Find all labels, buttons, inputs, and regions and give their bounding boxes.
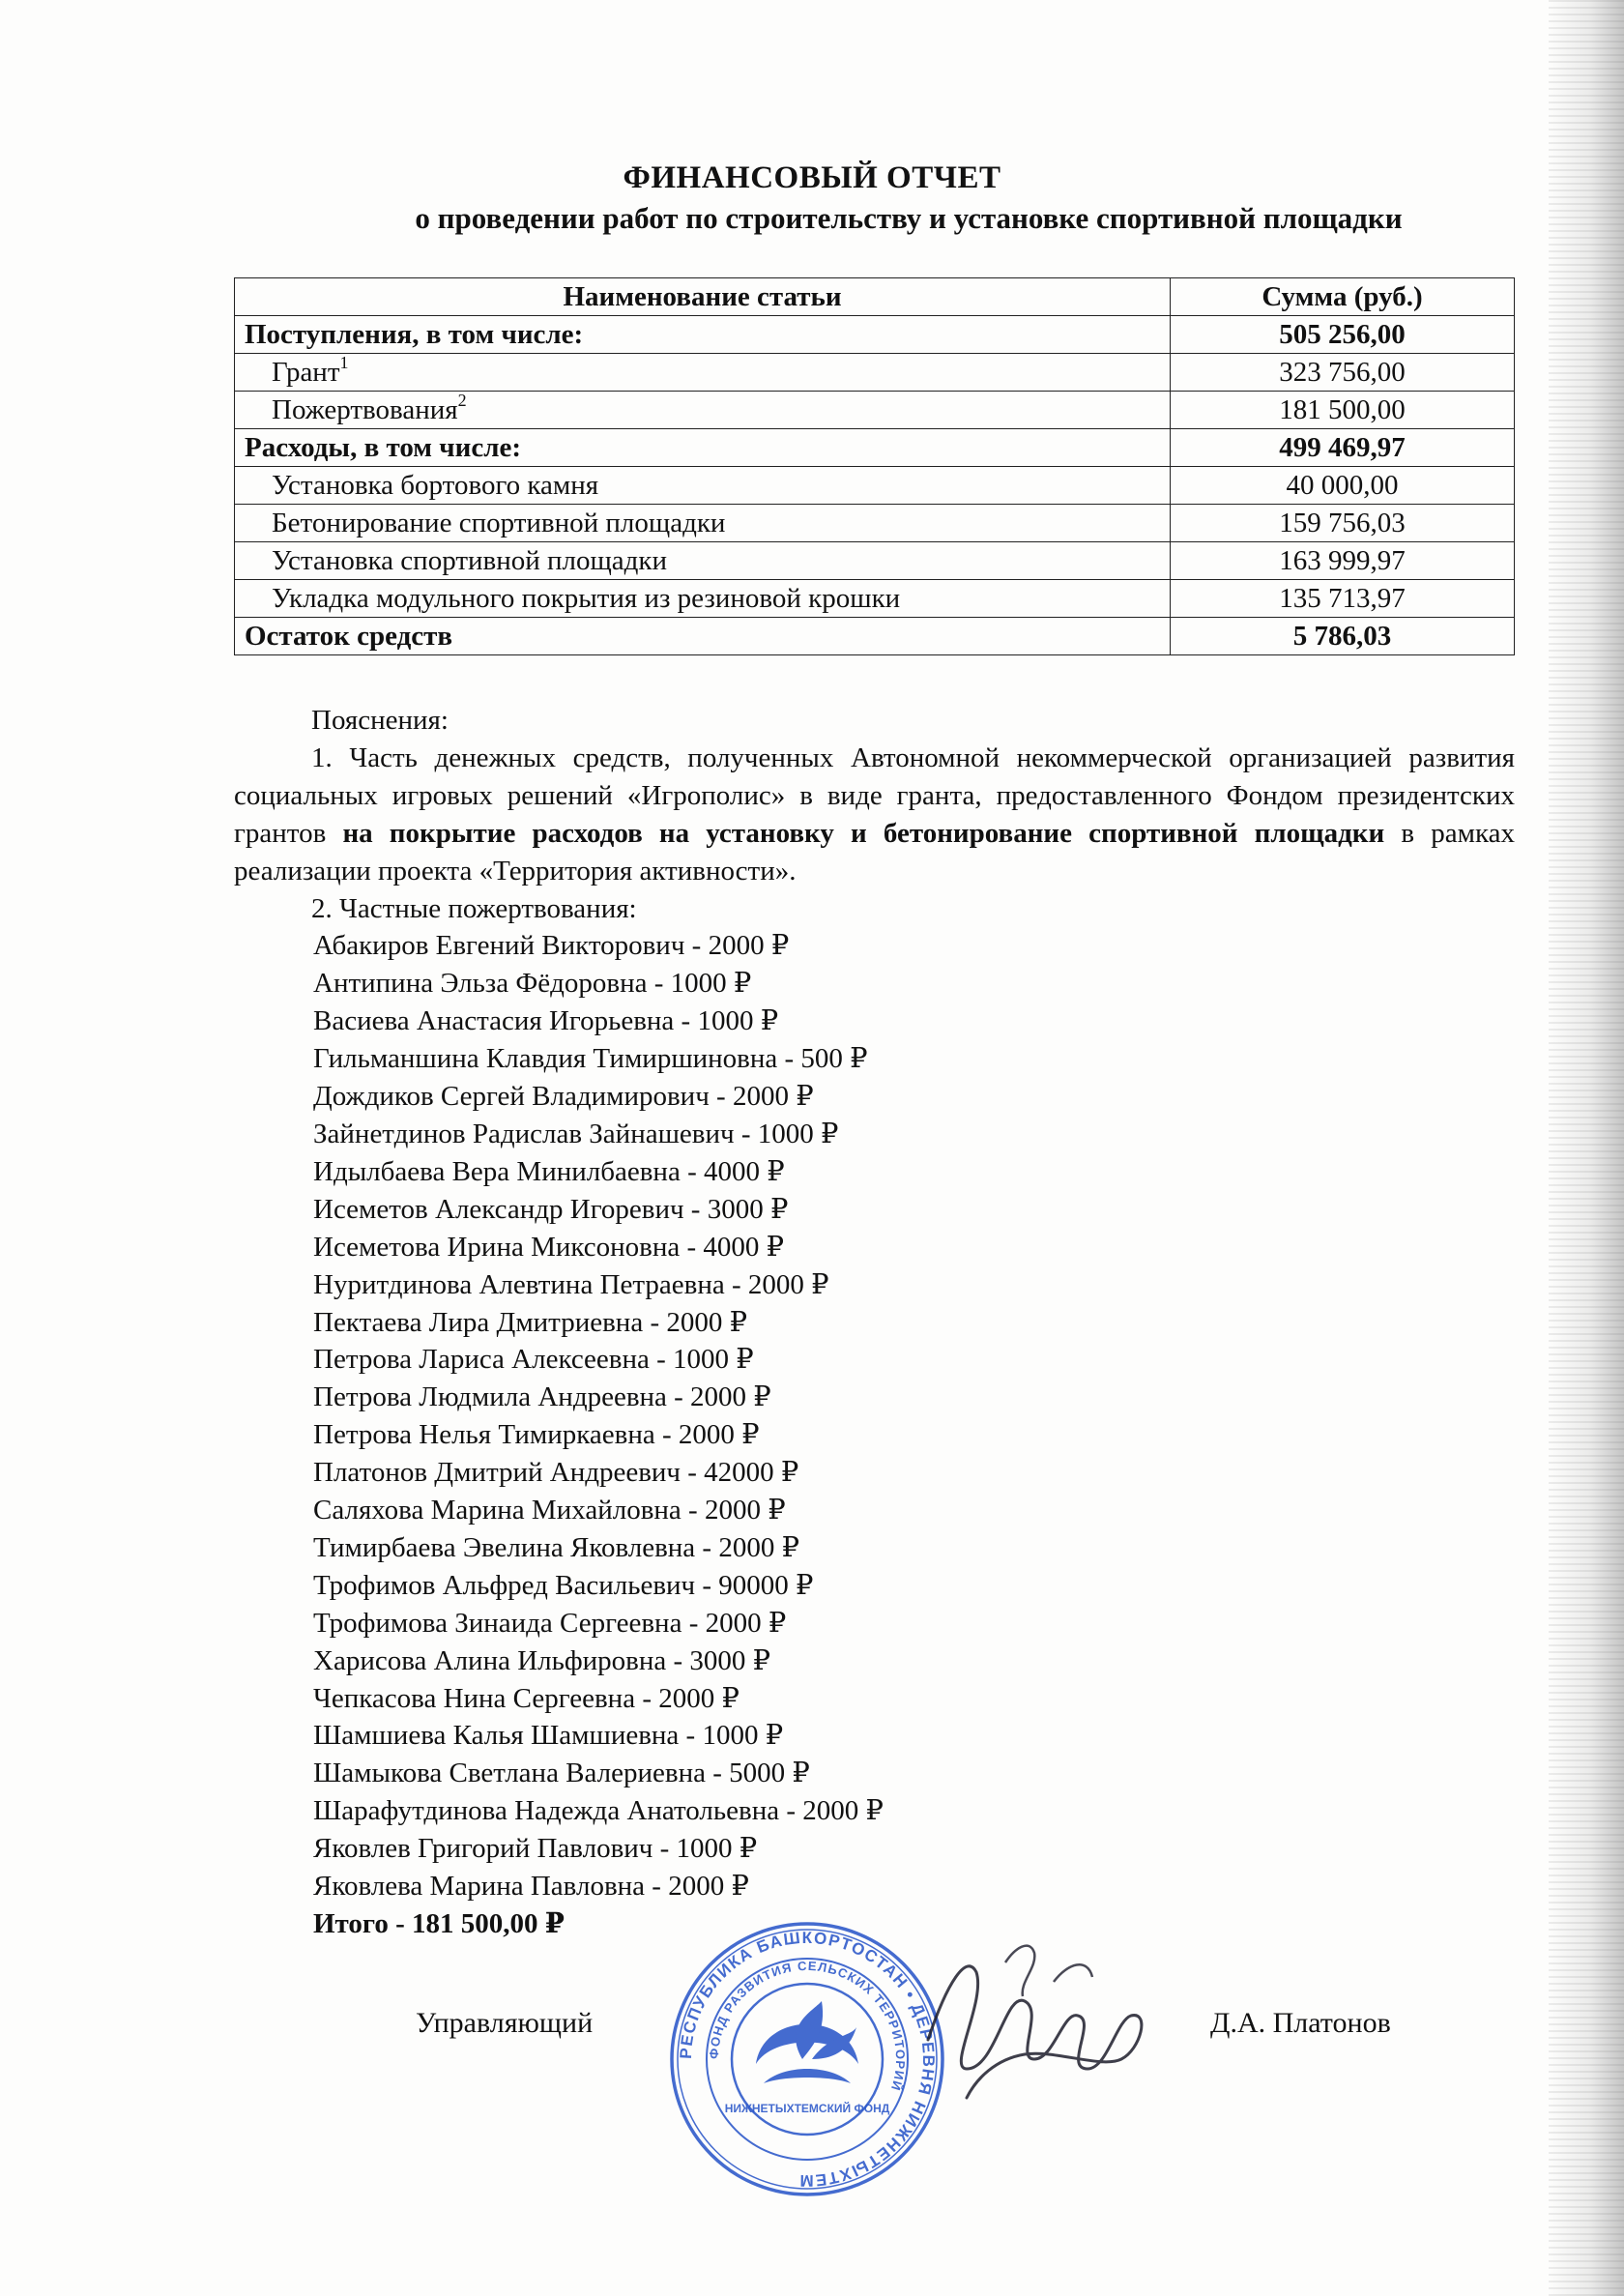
donor-item: Петрова Лариса Алексеевна - 1000 ₽ <box>313 1344 754 1376</box>
donor-item: Дождиков Сергей Владимирович - 2000 ₽ <box>313 1081 814 1113</box>
row-name: Бетонирование спортивной площадки <box>235 505 1171 542</box>
row-name: Остаток средств <box>235 618 1171 655</box>
donor-item: Васиева Анастасия Игорьевна - 1000 ₽ <box>313 1005 779 1037</box>
table-row-concrete <box>235 505 1515 542</box>
header-item-name: Наименование статьи <box>235 278 1171 316</box>
row-name: Расходы, в том числе: <box>235 429 1171 467</box>
svg-text:ФОНД РАЗВИТИЯ СЕЛЬСКИХ ТЕРРИТО: ФОНД РАЗВИТИЯ СЕЛЬСКИХ ТЕРРИТОРИЙ <box>706 1958 909 2094</box>
note-2-heading: 2. Частные пожертвования: <box>311 892 637 924</box>
row-name: Пожертвования$^2$ <box>235 392 1171 429</box>
financial-table <box>234 277 1515 655</box>
row-amount: 40 000,00 <box>1171 467 1515 505</box>
row-name: Поступления, в том числе: <box>235 316 1171 354</box>
document-subtitle: о проведении работ по строительству и установке спортивной площадки <box>415 201 1403 235</box>
table-row-expenses <box>235 429 1515 467</box>
row-name: Укладка модульного покрытия из резиновой крошки <box>235 580 1171 618</box>
donor-item: Харисова Алина Ильфировна - 3000 ₽ <box>313 1644 771 1676</box>
row-amount: 181 500,00 <box>1171 392 1515 429</box>
donor-item: Яковлева Марина Павловна - 2000 ₽ <box>313 1871 749 1903</box>
notes-heading: Пояснения: <box>311 705 449 736</box>
signer-name: Д.А. Платонов <box>1210 2007 1391 2039</box>
table-row-grant <box>235 354 1515 392</box>
donor-item: Петрова Людмила Андреевна - 2000 ₽ <box>313 1381 771 1413</box>
donor-item: Яковлев Григорий Павлович - 1000 ₽ <box>313 1833 758 1865</box>
donor-item: Антипина Эльза Фёдоровна - 1000 ₽ <box>313 968 752 1000</box>
donor-item: Исеметова Ирина Миксоновна - 4000 ₽ <box>313 1231 785 1263</box>
table-row-coating <box>235 580 1515 618</box>
table-row-installation <box>235 542 1515 580</box>
donor-item: Нуритдинова Алевтина Петраевна - 2000 ₽ <box>313 1268 829 1300</box>
scan-edge-shadow <box>1549 0 1624 2296</box>
donor-item: Абакиров Евгений Викторович - 2000 ₽ <box>313 930 790 962</box>
row-amount: 135 713,97 <box>1171 580 1515 618</box>
donor-item: Гильманшина Клавдия Тимиршиновна - 500 ₽ <box>313 1043 868 1075</box>
row-amount: 159 756,03 <box>1171 505 1515 542</box>
donor-item: Зайнетдинов Радислав Зайнашевич - 1000 ₽ <box>313 1118 839 1149</box>
notes-section <box>234 702 1515 1943</box>
donor-item: Шарафутдинова Надежда Анатольевна - 2000 ₽ <box>313 1795 884 1827</box>
note-1: 1. Часть денежных средств, полученных Автономной некоммерческой организацией развития социальных игровых решений «Игрополис» в виде гранта, предоставленного Фондом президентских грантов на покрытие расходов на установку и бетонирование спортивной площадки в рамках реализации проекта «Территория активности». <box>234 741 1515 886</box>
donor-item: Платонов Дмитрий Андреевич - 42000 ₽ <box>313 1457 799 1489</box>
donor-item: Исеметов Александр Игоревич - 3000 ₽ <box>313 1193 789 1225</box>
donor-item: Идылбаева Вера Минилбаевна - 4000 ₽ <box>313 1155 785 1187</box>
svg-text:НИЖНЕТЫХТЕМСКИЙ ФОНД: НИЖНЕТЫХТЕМСКИЙ ФОНД <box>724 2102 890 2115</box>
donor-item: Шамшиева Калья Шамшиевна - 1000 ₽ <box>313 1720 784 1752</box>
donor-item: Саляхова Марина Михайловна - 2000 ₽ <box>313 1495 786 1526</box>
table-row-balance <box>235 618 1515 655</box>
handwritten-signature <box>909 1924 1160 2117</box>
row-name: Грант$^1$ <box>235 354 1171 392</box>
organization-seal <box>667 1919 947 2199</box>
signer-position: Управляющий <box>416 2007 594 2039</box>
table-row-donations <box>235 392 1515 429</box>
donor-item: Трофимов Альфред Васильевич - 90000 ₽ <box>313 1569 814 1601</box>
table-row-curb <box>235 467 1515 505</box>
donor-item: Чепкасова Нина Сергеевна - 2000 ₽ <box>313 1682 740 1714</box>
table-header-row <box>235 278 1515 316</box>
row-amount: 163 999,97 <box>1171 542 1515 580</box>
row-amount: 323 756,00 <box>1171 354 1515 392</box>
svg-text:РЕСПУБЛИКА БАШКОРТОСТАН • ДЕРЕ: РЕСПУБЛИКА БАШКОРТОСТАН • ДЕРЕВНЯ НИЖНЕТЫХТЕМ <box>676 1928 939 2191</box>
row-amount: 505 256,00 <box>1171 316 1515 354</box>
donor-item: Пектаева Лира Дмитриевна - 2000 ₽ <box>313 1306 748 1338</box>
donor-item: Тимирбаева Эвелина Яковлевна - 2000 ₽ <box>313 1531 800 1563</box>
header-amount: Сумма (руб.) <box>1171 278 1515 316</box>
table-row-income <box>235 316 1515 354</box>
row-name: Установка спортивной площадки <box>235 542 1171 580</box>
footnote-mark: 2 <box>457 391 467 411</box>
donor-item: Шамыкова Светлана Валериевна - 5000 ₽ <box>313 1758 810 1789</box>
footnote-mark: 1 <box>339 353 349 373</box>
donor-list <box>234 927 1515 1905</box>
row-amount: 5 786,03 <box>1171 618 1515 655</box>
donor-item: Петрова Нелья Тимиркаевна - 2000 ₽ <box>313 1419 760 1451</box>
donor-item: Трофимова Зинаида Сергеевна - 2000 ₽ <box>313 1607 787 1639</box>
row-name: Установка бортового камня <box>235 467 1171 505</box>
row-amount: 499 469,97 <box>1171 429 1515 467</box>
donations-total: Итого - 181 500,00 ₽ <box>313 1908 565 1939</box>
document-title: ФИНАНСОВЫЙ ОТЧЕТ <box>623 160 1001 195</box>
note-1-emphasis: на покрытие расходов на установку и бетонирование спортивной площадки <box>342 817 1385 849</box>
